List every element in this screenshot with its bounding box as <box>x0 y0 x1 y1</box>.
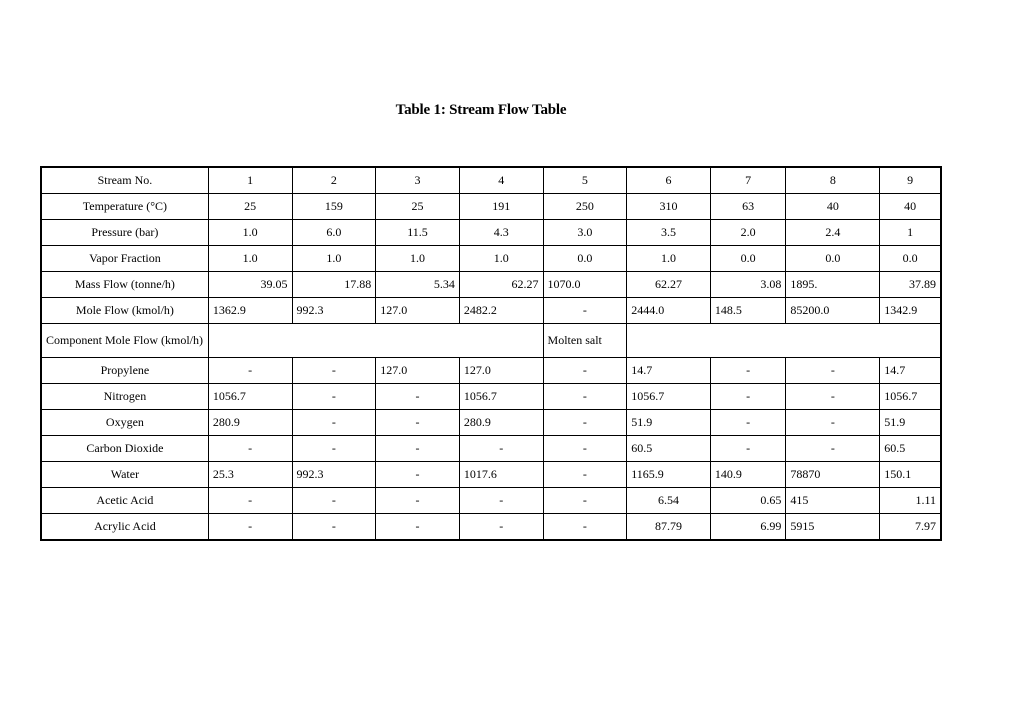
table-cell: 2.4 <box>786 220 880 246</box>
table-cell: 0.0 <box>543 246 627 272</box>
stream-number: 7 <box>710 167 786 194</box>
row-label: Mass Flow (tonne/h) <box>41 272 208 298</box>
table-cell: - <box>292 514 376 541</box>
row-label: Nitrogen <box>41 384 208 410</box>
table-cell: - <box>459 436 543 462</box>
table-cell: 63 <box>710 194 786 220</box>
table-cell: 87.79 <box>627 514 711 541</box>
stream-flow-table <box>40 166 942 541</box>
table-cell: 3.0 <box>543 220 627 246</box>
table-cell: 85200.0 <box>786 298 880 324</box>
table-cell: - <box>786 358 880 384</box>
table-cell: 14.7 <box>880 358 941 384</box>
table-cell: 310 <box>627 194 711 220</box>
table-row <box>41 384 941 410</box>
table-cell: 0.65 <box>710 488 786 514</box>
stream-number: 9 <box>880 167 941 194</box>
component-header-label: Component Mole Flow (kmol/h) <box>41 324 208 358</box>
table-cell: 60.5 <box>627 436 711 462</box>
table-cell: 127.0 <box>459 358 543 384</box>
table-cell: - <box>376 384 460 410</box>
table-cell: 62.27 <box>627 272 711 298</box>
table-cell: 39.05 <box>208 272 292 298</box>
table-cell: 5.34 <box>376 272 460 298</box>
table-cell: 415 <box>786 488 880 514</box>
table-row <box>41 298 941 324</box>
table-cell: 127.0 <box>376 358 460 384</box>
table-cell: 6.54 <box>627 488 711 514</box>
table-cell: - <box>376 462 460 488</box>
table-cell: 14.7 <box>627 358 711 384</box>
table-row <box>41 220 941 246</box>
table-cell: - <box>208 514 292 541</box>
table-cell: - <box>786 436 880 462</box>
table-cell: 6.0 <box>292 220 376 246</box>
table-cell: 60.5 <box>880 436 941 462</box>
table-cell: - <box>292 384 376 410</box>
table-cell: - <box>786 410 880 436</box>
table-cell: 1.11 <box>880 488 941 514</box>
table-row <box>41 410 941 436</box>
table-cell: 1.0 <box>627 246 711 272</box>
table-cell: 62.27 <box>459 272 543 298</box>
table-cell: - <box>543 298 627 324</box>
table-cell: - <box>543 436 627 462</box>
header-label: Stream No. <box>41 167 208 194</box>
table-cell: 2444.0 <box>627 298 711 324</box>
table-cell: - <box>376 436 460 462</box>
table-cell: 992.3 <box>292 298 376 324</box>
header-row <box>41 167 941 194</box>
table-cell: 1056.7 <box>627 384 711 410</box>
table-cell: 0.0 <box>880 246 941 272</box>
table-cell: 1342.9 <box>880 298 941 324</box>
table-cell: 280.9 <box>208 410 292 436</box>
table-row <box>41 246 941 272</box>
table-cell: 25 <box>208 194 292 220</box>
table-row <box>41 436 941 462</box>
table-cell: 1056.7 <box>459 384 543 410</box>
table-cell: - <box>208 488 292 514</box>
table-cell: 1.0 <box>292 246 376 272</box>
table-row <box>41 272 941 298</box>
table-cell: 5915 <box>786 514 880 541</box>
table-title: Table 1: Stream Flow Table <box>395 102 567 118</box>
table-cell: - <box>543 358 627 384</box>
table-cell: 0.0 <box>786 246 880 272</box>
table-cell: 1362.9 <box>208 298 292 324</box>
table-cell: - <box>292 358 376 384</box>
row-label: Pressure (bar) <box>41 220 208 246</box>
table-cell: - <box>543 384 627 410</box>
table-cell: - <box>292 488 376 514</box>
table-cell: 3.5 <box>627 220 711 246</box>
table-cell: 1056.7 <box>208 384 292 410</box>
table-cell: - <box>786 384 880 410</box>
table-cell: 2.0 <box>710 220 786 246</box>
table-cell: 37.89 <box>880 272 941 298</box>
table-row <box>41 358 941 384</box>
table-cell: 1.0 <box>208 246 292 272</box>
row-label: Acrylic Acid <box>41 514 208 541</box>
table-cell: 4.3 <box>459 220 543 246</box>
table-cell: - <box>543 514 627 541</box>
table-cell: - <box>292 436 376 462</box>
table-row <box>41 488 941 514</box>
table-cell: 78870 <box>786 462 880 488</box>
stream-number: 5 <box>543 167 627 194</box>
stream-number: 3 <box>376 167 460 194</box>
table-cell: 6.99 <box>710 514 786 541</box>
table-cell: 992.3 <box>292 462 376 488</box>
table-cell: 7.97 <box>880 514 941 541</box>
table-cell: 1017.6 <box>459 462 543 488</box>
stream-number: 8 <box>786 167 880 194</box>
row-label: Vapor Fraction <box>41 246 208 272</box>
table-cell: - <box>710 436 786 462</box>
row-label: Water <box>41 462 208 488</box>
row-label: Temperature (°C) <box>41 194 208 220</box>
table-cell: 3.08 <box>710 272 786 298</box>
table-row <box>41 194 941 220</box>
table-cell: - <box>543 488 627 514</box>
table-cell: 127.0 <box>376 298 460 324</box>
table-cell: - <box>376 410 460 436</box>
row-label: Mole Flow (kmol/h) <box>41 298 208 324</box>
table-cell: - <box>208 358 292 384</box>
component-header-row <box>41 324 941 358</box>
table-cell: 140.9 <box>710 462 786 488</box>
stream-number: 1 <box>208 167 292 194</box>
table-cell: 1 <box>880 220 941 246</box>
table-cell: - <box>543 410 627 436</box>
stream-number: 2 <box>292 167 376 194</box>
table-cell: - <box>292 410 376 436</box>
component-header-blank <box>208 324 543 358</box>
table-cell: 40 <box>880 194 941 220</box>
table-cell: 1.0 <box>376 246 460 272</box>
table-cell: 280.9 <box>459 410 543 436</box>
table-cell: 0.0 <box>710 246 786 272</box>
table-cell: - <box>459 514 543 541</box>
table-cell: 1056.7 <box>880 384 941 410</box>
table-cell: 1.0 <box>459 246 543 272</box>
table-cell: - <box>710 358 786 384</box>
component-header-blank <box>627 324 941 358</box>
table-cell: 150.1 <box>880 462 941 488</box>
table-cell: - <box>208 436 292 462</box>
table-cell: 250 <box>543 194 627 220</box>
table-cell: 51.9 <box>627 410 711 436</box>
molten-salt-note: Molten salt <box>543 324 627 358</box>
table-cell: - <box>543 462 627 488</box>
table-cell: 40 <box>786 194 880 220</box>
stream-number: 4 <box>459 167 543 194</box>
table-cell: - <box>459 488 543 514</box>
table-cell: - <box>710 384 786 410</box>
table-cell: - <box>376 514 460 541</box>
table-cell: 1070.0 <box>543 272 627 298</box>
table-row <box>41 514 941 541</box>
table-cell: 2482.2 <box>459 298 543 324</box>
table-cell: 159 <box>292 194 376 220</box>
row-label: Acetic Acid <box>41 488 208 514</box>
table-cell: 25.3 <box>208 462 292 488</box>
table-row <box>41 462 941 488</box>
table-cell: 17.88 <box>292 272 376 298</box>
table-cell: - <box>710 410 786 436</box>
table-cell: 191 <box>459 194 543 220</box>
table-cell: - <box>376 488 460 514</box>
table-cell: 1.0 <box>208 220 292 246</box>
table-cell: 1895. <box>786 272 880 298</box>
row-label: Propylene <box>41 358 208 384</box>
table-cell: 148.5 <box>710 298 786 324</box>
stream-number: 6 <box>627 167 711 194</box>
row-label: Oxygen <box>41 410 208 436</box>
table-cell: 51.9 <box>880 410 941 436</box>
table-cell: 25 <box>376 194 460 220</box>
table-cell: 1165.9 <box>627 462 711 488</box>
row-label: Carbon Dioxide <box>41 436 208 462</box>
table-cell: 11.5 <box>376 220 460 246</box>
